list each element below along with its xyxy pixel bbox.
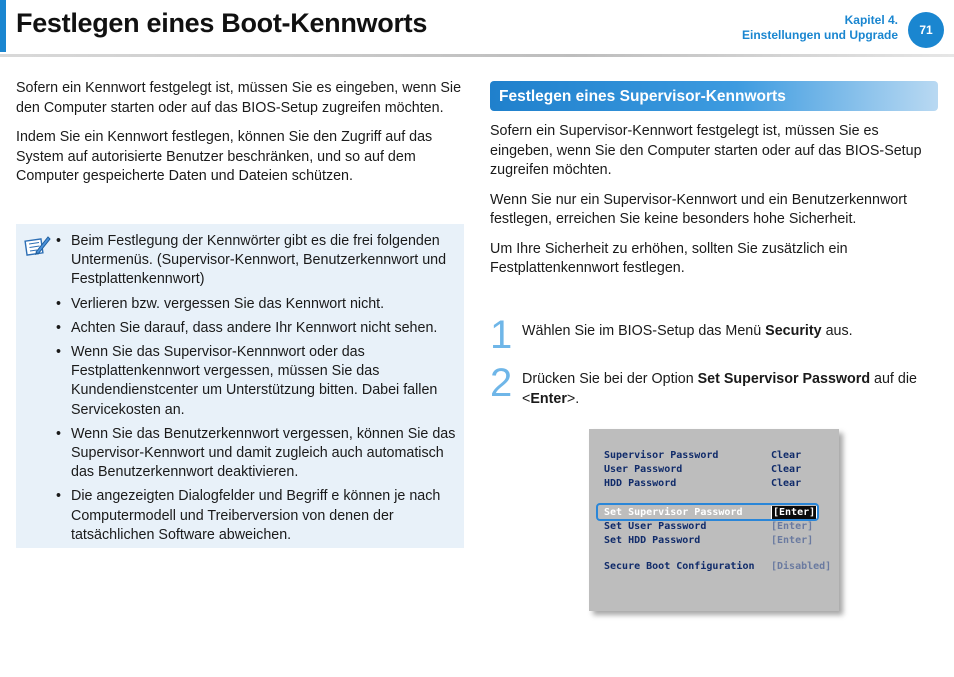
note-item: • Wenn Sie das Benutzerkennwort vergessen, können Sie das Supervisor-Kennwort und damit zugleich auch automatisch das Benutzerkennwort deaktivieren. (56, 425, 456, 481)
step-text: Drücken Sie bei der Option Set Supervisor Password auf die <Enter>. (522, 371, 917, 407)
section-heading: Festlegen eines Supervisor-Kennworts (490, 81, 938, 111)
highlight-frame (596, 503, 819, 521)
header-divider (0, 54, 954, 57)
bios-row-secure-boot[interactable]: Secure Boot Configuration [Disabled] (604, 561, 832, 572)
note-list (56, 232, 458, 550)
note-pencil-icon (24, 232, 52, 260)
bios-row-set-hdd-password[interactable]: Set HDD Password [Enter] (604, 535, 814, 546)
supervisor-paragraph-2: Wenn Sie nur ein Supervisor-Kennwort und ein Benutzerkennwort festlegen, erreichen Sie keine besonders hohe Sicherheit. (490, 191, 907, 227)
right-column (490, 81, 938, 289)
note-item: • Achten Sie darauf, dass andere Ihr Kennwort nicht sehen. (56, 319, 438, 336)
bios-row-set-supervisor-password[interactable]: Set Supervisor Password [Enter] (604, 507, 816, 518)
chapter-title: Einstellungen und Upgrade (741, 28, 898, 42)
page-title: Festlegen eines Boot-Kennworts (16, 8, 428, 38)
title-accent-bar (0, 0, 6, 52)
note-item: • Die angezeigten Dialogfelder und Begriff e können je nach Computermodell und Treiberversion von denen der tatsächlichen Software abweichen. (56, 488, 441, 543)
note-item: • Wenn Sie das Supervisor-Kennnwort oder das Festplattenkennwort vergessen, müssen Sie das Kundendienstcenter um Unterstützung bitten. Dabei fallen Servicekosten an. (56, 344, 438, 418)
step-number: 1 (490, 313, 513, 357)
note-item: • Beim Festlegung der Kennwörter gibt es die frei folgenden Untermenüs. (Supervisor-Kennwort, Benutzerkennwort und Festplattenkennwort) (56, 233, 447, 288)
supervisor-paragraph-3: Um Ihre Sicherheit zu erhöhen, sollten Sie zusätzlich ein Festplattenkennwort festlegen. (490, 240, 848, 276)
chapter-number: Kapitel 4. (844, 13, 898, 27)
intro-paragraph-2: Indem Sie ein Kennwort festlegen, können Sie den Zugriff auf das System auf autorisierte Benutzer beschränken, und so auf dem Computer gespeicherte Daten und Dateien schützen. (16, 129, 433, 184)
note-item: • Verlieren bzw. vergessen Sie das Kennwort nicht. (56, 295, 385, 312)
chapter-label (742, 13, 898, 43)
step-text: Wählen Sie im BIOS-Setup das Menü Security aus. (522, 323, 853, 339)
supervisor-paragraph-1: Sofern ein Supervisor-Kennwort festgelegt ist, müssen Sie es eingeben, wenn Sie den Computer starten oder auf das BIOS-Setup zugreifen möchten. (490, 123, 922, 178)
bios-row-hdd-password: HDD Password Clear (604, 478, 802, 489)
bios-row-supervisor-password: Supervisor Password Clear (604, 450, 802, 461)
step-number: 2 (490, 361, 513, 405)
intro-paragraph-1: Sofern ein Kennwort festgelegt ist, müssen Sie es eingeben, wenn Sie den Computer starten oder auf das BIOS-Setup zugreifen möchten. (16, 80, 462, 116)
note-box (16, 224, 464, 548)
bios-row-set-user-password[interactable]: Set User Password [Enter] (604, 521, 814, 532)
bios-row-user-password: User Password Clear (604, 464, 802, 475)
left-column (16, 79, 464, 197)
page-number-badge: 71 (908, 12, 944, 48)
